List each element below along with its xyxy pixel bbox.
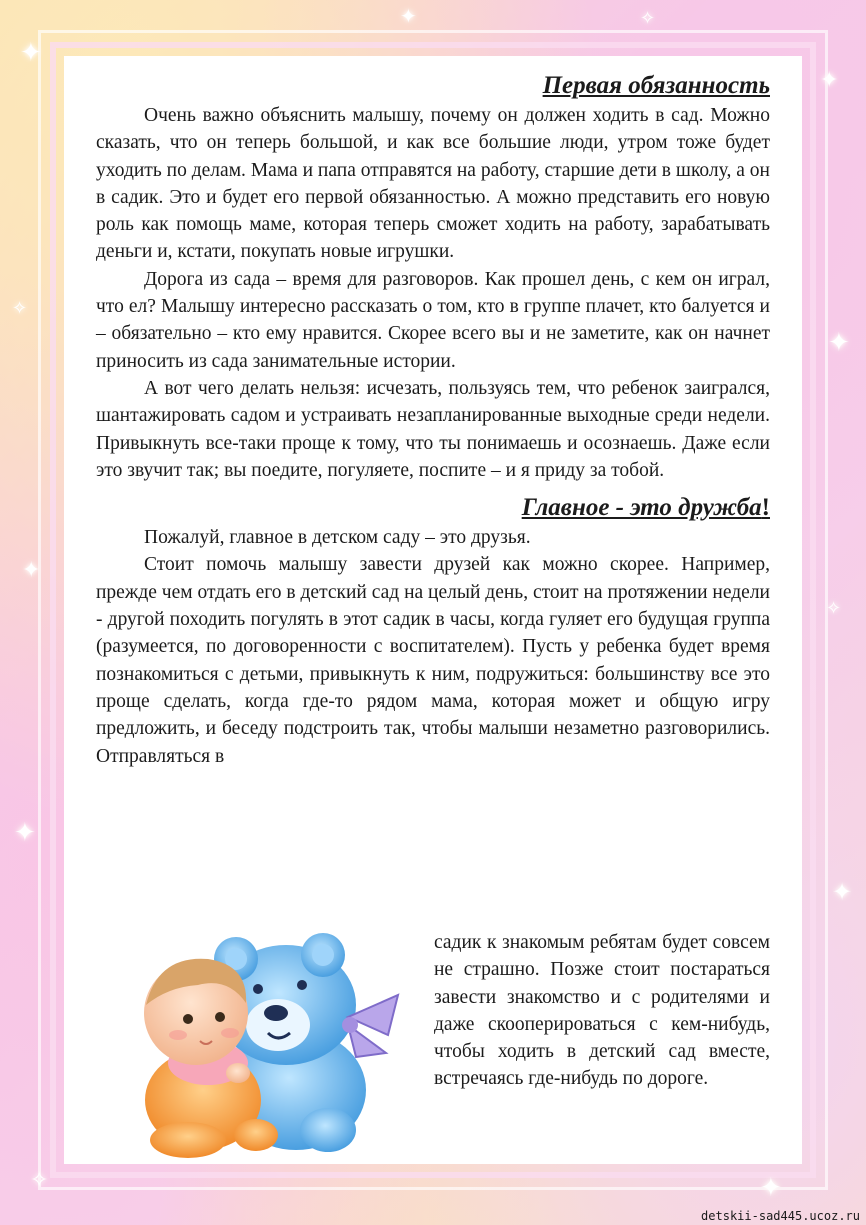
sparkle-icon: ✦ (760, 1173, 782, 1203)
section-heading-friendship (96, 492, 770, 524)
sparkle-icon: ✧ (640, 8, 656, 29)
sparkle-icon: ✦ (832, 878, 853, 906)
sparkle-icon: ✦ (828, 328, 850, 358)
sparkle-icon: ✦ (400, 4, 417, 28)
section-heading-first-duty: Первая обязанность (542, 72, 770, 99)
sparkle-icon: ✦ (20, 38, 42, 68)
section-heading-text: Главное - это дружба (521, 494, 762, 522)
paragraph: Дорога из сада – время для разговоров. Как прошел день, с кем он играл, что ел? Малышу интересно рассказать о том, кто в группе плачет, кто балуется и – обязательно – кто ему нравится. Скорее всего вы и не заметите, как он начнет приносить из сада занимательные истории. (96, 268, 770, 372)
sparkle-icon: ✦ (820, 68, 839, 93)
baby-with-teddy-bear-icon (118, 925, 418, 1165)
paragraph-continuation: садик к знакомым ребятам будет совсем не страшно. Позже стоит постараться завести знакомство и с родителями и даже скооперироваться с кем-нибудь, чтобы ходить в детский сад вместе, встречаясь где-нибудь по дороге. (434, 932, 770, 1090)
paragraph: Пожалуй, главное в детском саду – это друзья. (144, 527, 531, 549)
footer-url: detskii-sad445.ucoz.ru (701, 1209, 860, 1223)
sparkle-icon: ✧ (826, 598, 842, 619)
sparkle-icon: ✦ (22, 558, 41, 583)
paragraph: Очень важно объяснить малышу, почему он должен ходить в сад. Можно сказать, что он теперь большой, и как все большие люди, утром тоже будет уходить по делам. Мама и папа отправятся на работу, старшие дети в школу, а он в садик. Это и будет его первой обязанностью. А можно представить его новую роль как помощь маме, которая теперь сможет ходить на работу, зарабатывать деньги и, кстати, покупать новые игрушки. (96, 105, 770, 263)
article-body (96, 70, 770, 770)
sparkle-icon: ✦ (14, 818, 36, 848)
paragraph: Стоит помочь малышу завести друзей как можно скорее. Например, прежде чем отдать его в детский сад на целый день, стоит на протяжении недели - другой походить погулять в этот садик в часы, когда гуляет его будущая группа (разумеется, по договоренности с воспитателем). Пусть у ребенка будет время познакомиться с детьми, привыкнуть к ним, подружиться: большинству все это проще сделать, когда где-то рядом мама, которая может и общую игру предложить, и беседу подстроить так, чтобы малыши незаметно разговорились. Отправляться в (96, 554, 770, 767)
heading-exclamation: ! (761, 494, 770, 522)
paragraph: А вот чего делать нельзя: исчезать, пользуясь тем, что ребенок заигрался, шантажировать садом и устраивать незапланированные выходные среди недели. Привыкнуть все-таки проще к тому, что ты понимаешь и осознаешь. Даже если это звучит так; вы поедите, погуляете, поспите – и я приду за тобой. (96, 377, 770, 481)
sparkle-icon: ✧ (30, 1168, 49, 1193)
sparkle-icon: ✧ (12, 298, 28, 319)
